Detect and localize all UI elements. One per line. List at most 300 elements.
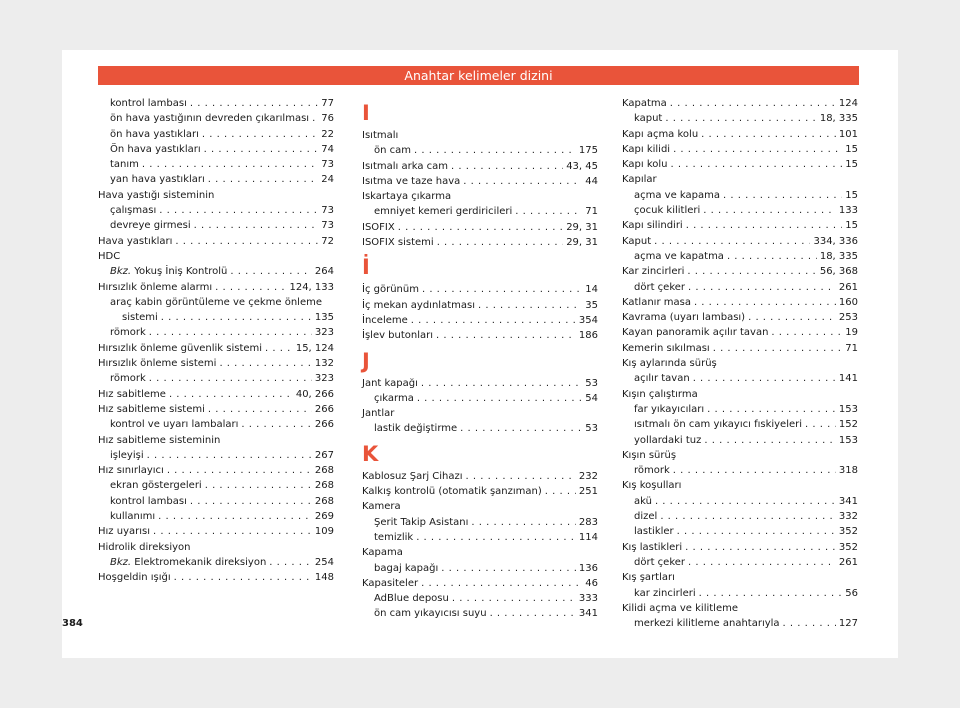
- index-entry-page[interactable]: 341: [578, 608, 598, 620]
- index-entry-page[interactable]: 132: [314, 358, 334, 370]
- index-entry-page[interactable]: 71: [845, 342, 858, 354]
- dot-leader: [515, 204, 582, 219]
- dot-leader: [174, 570, 312, 585]
- index-entry-page[interactable]: 261: [838, 556, 858, 568]
- index-entry-text: tanım: [110, 159, 139, 171]
- index-entry-text: Kayan panoramik açılır tavan: [622, 327, 769, 339]
- index-entry-page[interactable]: 254: [314, 556, 334, 568]
- dot-leader: [436, 328, 576, 343]
- index-entry-term: [98, 356, 216, 371]
- index-group-heading: Kış şartları: [622, 572, 675, 584]
- index-entry-term: [110, 448, 144, 463]
- index-entry-page[interactable]: 232: [578, 470, 598, 482]
- index-entry-term: [374, 143, 411, 158]
- index-entry-page[interactable]: 76: [321, 113, 334, 125]
- dot-leader: [701, 127, 836, 142]
- index-entry-term: [110, 157, 139, 172]
- index-entry: [622, 341, 858, 356]
- index-entry-page[interactable]: 253: [838, 312, 858, 324]
- index-entry-term: [98, 280, 212, 295]
- index-entry-text: ön hava yastıkları: [110, 128, 199, 140]
- index-entry: [622, 417, 858, 432]
- index-entry: [362, 220, 598, 235]
- index-entry-term: [622, 234, 651, 249]
- index-entry-term: [374, 515, 468, 530]
- index-entry-page[interactable]: 352: [838, 541, 858, 553]
- dot-leader: [463, 174, 582, 189]
- index-group-heading: Hava yastığı sisteminin: [98, 189, 215, 201]
- index-entry-page[interactable]: 333: [578, 593, 598, 605]
- index-entry-text: römork: [110, 327, 146, 339]
- index-entry-page[interactable]: 77: [321, 98, 334, 109]
- index-group-heading: araç kabin görüntüleme ve çekme önleme: [110, 296, 322, 308]
- index-entry: [622, 96, 858, 111]
- index-entry-page[interactable]: 141: [838, 373, 858, 385]
- index-entry: [98, 341, 334, 356]
- dot-leader: [685, 540, 836, 555]
- dot-leader: [158, 509, 312, 524]
- index-entry: [622, 188, 858, 203]
- index-entry-text: merkezi kilitleme anahtarıyla: [634, 618, 780, 630]
- index-entry-term: [98, 341, 262, 356]
- index-entry-page[interactable]: 44: [585, 175, 598, 187]
- index-entry-page[interactable]: 264: [314, 266, 334, 278]
- index-group-heading: Kış aylarında sürüş: [622, 358, 717, 370]
- index-entry-term: [362, 298, 475, 313]
- index-entry-text: dört çeker: [634, 281, 686, 293]
- index-entry-page[interactable]: 101: [838, 128, 858, 140]
- index-entry: [98, 448, 334, 463]
- dot-leader: [202, 127, 318, 142]
- index-entry-page[interactable]: 109: [314, 526, 334, 538]
- dot-leader: [686, 218, 843, 233]
- index-group-heading: HDC: [98, 250, 121, 262]
- index-entry: [98, 203, 334, 218]
- index-entry: [98, 417, 334, 432]
- index-entry-text: İşlev butonları: [362, 330, 434, 342]
- index-entry-text: akü: [634, 495, 652, 507]
- index-entry-term: [622, 310, 745, 325]
- dot-leader: [219, 356, 311, 371]
- index-entry-page[interactable]: 22: [321, 128, 334, 140]
- index-entry-term: [110, 172, 205, 187]
- index-entry-text: işleyişi: [110, 449, 144, 461]
- index-entry-term: [110, 142, 201, 157]
- index-entry-text: İç görünüm: [362, 284, 419, 296]
- index-entry-page[interactable]: 124, 133: [289, 281, 334, 293]
- index-entry: [622, 295, 858, 310]
- dot-leader: [312, 111, 318, 126]
- index-entry-text: Kapasiteler: [362, 577, 419, 589]
- index-entry-text: sistemi: [122, 312, 158, 324]
- index-group-heading: Kapama: [362, 547, 403, 559]
- index-entry-page[interactable]: 124: [838, 98, 858, 109]
- index-entry-text: lastik değiştirme: [374, 423, 458, 435]
- dot-leader: [704, 433, 836, 448]
- index-entry-text: Kemerin sıkılması: [622, 342, 710, 354]
- index-entry-text: Kalkış kontrolü (otomatik şanzıman): [362, 486, 542, 498]
- dot-leader: [149, 371, 312, 386]
- index-entry-term: [98, 463, 164, 478]
- index-entry-page[interactable]: 73: [321, 159, 334, 171]
- index-entry-text: far yıkayıcıları: [634, 403, 705, 415]
- index-entry-page[interactable]: 18, 335: [819, 113, 858, 125]
- index-entry: [622, 509, 858, 524]
- index-entry: [362, 204, 598, 219]
- dot-leader: [208, 172, 318, 187]
- index-entry: [98, 555, 334, 570]
- index-entry-page[interactable]: 152: [838, 419, 858, 431]
- index-entry-page[interactable]: 29, 31: [566, 237, 598, 249]
- index-entry-page[interactable]: 15: [845, 189, 858, 201]
- dot-leader: [441, 561, 576, 576]
- index-entry: [98, 234, 334, 249]
- index-entry-text: İnceleme: [362, 314, 408, 326]
- index-entry: [622, 249, 858, 264]
- index-entry: [622, 463, 858, 478]
- index-entry-page[interactable]: 56: [845, 587, 858, 599]
- index-entry: [622, 433, 858, 448]
- index-entry-term: [622, 540, 682, 555]
- index-entry-text: Kapı kilidi: [622, 143, 671, 155]
- index-entry: [98, 494, 334, 509]
- index-entry-term: [110, 325, 146, 340]
- index-entry-term: [362, 376, 418, 391]
- index-entry: [98, 463, 334, 478]
- index-entry: [622, 127, 858, 142]
- index-entry: [362, 484, 598, 499]
- index-entry-page[interactable]: 268: [314, 495, 334, 507]
- see-reference-label: Bkz.: [110, 556, 132, 568]
- index-entry-text: Ön hava yastıkları: [110, 143, 201, 155]
- index-entry-text: Kış lastikleri: [622, 541, 683, 553]
- index-entry-text: ısıtmalı ön cam yıkayıcı fıskiyeleri: [634, 419, 803, 431]
- index-entry-page[interactable]: 268: [314, 465, 334, 477]
- index-entry: [98, 371, 334, 386]
- dot-leader: [194, 218, 319, 233]
- dot-leader: [688, 280, 836, 295]
- index-entry: [98, 524, 334, 539]
- dot-leader: [707, 402, 836, 417]
- index-entry-term: [622, 341, 710, 356]
- dot-leader: [414, 143, 576, 158]
- dot-leader: [687, 264, 816, 279]
- index-entry-text: açma ve kapatma: [634, 250, 724, 262]
- index-entry-page[interactable]: 29, 31: [566, 221, 598, 233]
- index-entry-page[interactable]: 54: [585, 392, 598, 404]
- index-entry-term: [622, 127, 698, 142]
- index-entry-term: [110, 111, 309, 126]
- index-group-heading: Kapılar: [622, 174, 657, 186]
- index-entry-term: [622, 295, 691, 310]
- dot-leader: [460, 421, 582, 436]
- index-entry-page[interactable]: 114: [578, 531, 598, 543]
- index-group-heading: Hidrolik direksiyon: [98, 541, 191, 553]
- index-entry: [622, 524, 858, 539]
- index-entry-page[interactable]: 153: [838, 403, 858, 415]
- index-entry-text: Katlanır masa: [622, 296, 691, 308]
- index-entry-term: [110, 478, 202, 493]
- index-letter-heading: K: [362, 441, 379, 466]
- index-entry-page[interactable]: 251: [578, 486, 598, 498]
- dot-leader: [153, 524, 312, 539]
- index-entry-page[interactable]: 323: [314, 327, 334, 339]
- dot-leader: [673, 142, 842, 157]
- index-entry-text: çıkarma: [374, 392, 414, 404]
- index-entry-text: İç mekan aydınlatması: [362, 299, 475, 311]
- dot-leader: [471, 515, 576, 530]
- index-entry-text: Yokuş İniş Kontrolü: [131, 266, 228, 278]
- index-entry-page[interactable]: 153: [838, 434, 858, 446]
- index-entry-term: [634, 586, 696, 601]
- dot-leader: [699, 586, 843, 601]
- index-entry-page[interactable]: 18, 335: [819, 250, 858, 262]
- index-entry-term: [634, 463, 670, 478]
- index-entry: [362, 174, 598, 189]
- dot-leader: [478, 298, 582, 313]
- index-entry-term: [634, 509, 657, 524]
- index-entry-page[interactable]: 186: [578, 330, 598, 342]
- index-entry-page[interactable]: 283: [578, 516, 598, 528]
- index-entry: [98, 478, 334, 493]
- index-entry-page[interactable]: 160: [838, 296, 858, 308]
- index-entry-term: [110, 494, 187, 509]
- dot-leader: [677, 524, 836, 539]
- index-entry: [622, 586, 858, 601]
- index-entry-text: Kavrama (uyarı lambası): [622, 312, 746, 324]
- index-entry: [98, 509, 334, 524]
- index-entry-text: çalışması: [110, 205, 157, 217]
- index-entry-text: Şerit Takip Asistanı: [374, 516, 469, 528]
- dot-leader: [241, 417, 312, 432]
- index-entry-term: [374, 391, 414, 406]
- index-entry: [98, 325, 334, 340]
- index-group-heading: Kış koşulları: [622, 480, 682, 492]
- index-entry-page[interactable]: 53: [585, 377, 598, 389]
- index-entry-text: Hız sabitleme: [98, 388, 166, 400]
- index-entry: [98, 96, 334, 111]
- index-entry: [362, 376, 598, 391]
- index-entry-term: [110, 218, 191, 233]
- index-entry: [98, 264, 334, 279]
- dot-leader: [269, 555, 312, 570]
- index-entry: [622, 371, 858, 386]
- index-entry-page[interactable]: 318: [838, 465, 858, 477]
- index-entry-page[interactable]: 73: [321, 205, 334, 217]
- dot-leader: [417, 391, 582, 406]
- index-entry-page[interactable]: 148: [314, 572, 334, 584]
- index-entry-page[interactable]: 15: [845, 159, 858, 171]
- index-entry: [362, 143, 598, 158]
- index-column-3: [622, 96, 858, 631]
- index-entry-text: yollardaki tuz: [634, 434, 702, 446]
- index-entry-term: [634, 188, 720, 203]
- index-entry: [362, 328, 598, 343]
- index-column-2: [362, 96, 598, 622]
- index-entry-page[interactable]: 133: [838, 205, 858, 217]
- index-entry: [98, 356, 334, 371]
- index-entry: [362, 606, 598, 621]
- index-entry-term: [362, 313, 408, 328]
- index-entry-term: [98, 524, 150, 539]
- dot-leader: [452, 591, 576, 606]
- index-entry: [362, 391, 598, 406]
- index-column-1: [98, 96, 334, 586]
- index-entry-page[interactable]: 127: [838, 618, 858, 630]
- index-entry-page[interactable]: 136: [578, 562, 598, 574]
- index-entry-term: [634, 494, 652, 509]
- index-entry: [362, 159, 598, 174]
- dot-leader: [703, 203, 836, 218]
- index-entry-term: [110, 509, 155, 524]
- index-group-heading: Kamera: [362, 501, 401, 513]
- index-entry-term: [634, 524, 674, 539]
- index-group-heading: Kışın sürüş: [622, 449, 677, 461]
- index-entry: [622, 494, 858, 509]
- index-entry-page[interactable]: 40, 266: [295, 388, 334, 400]
- index-entry-term: [362, 220, 395, 235]
- dot-leader: [215, 280, 286, 295]
- dot-leader: [748, 310, 836, 325]
- index-entry-text: Kaput: [622, 235, 652, 247]
- index-entry: [622, 218, 858, 233]
- index-group-heading: Kilidi açma ve kilitleme: [622, 602, 738, 614]
- index-entry-page[interactable]: 56, 368: [819, 266, 858, 278]
- dot-leader: [175, 234, 318, 249]
- index-entry-term: [98, 570, 171, 585]
- index-entry-page[interactable]: 334, 336: [813, 235, 858, 247]
- index-entry-page[interactable]: 135: [314, 312, 334, 324]
- index-entry: [622, 540, 858, 555]
- dot-leader: [771, 325, 842, 340]
- index-entry-text: ISOFIX: [362, 221, 395, 233]
- index-entry-page[interactable]: 332: [838, 511, 858, 523]
- index-entry-term: [634, 249, 724, 264]
- index-entry-page[interactable]: 266: [314, 419, 334, 431]
- index-group-heading: Hız sabitleme sisteminin: [98, 434, 221, 446]
- index-entry: [622, 142, 858, 157]
- index-entry: [98, 387, 334, 402]
- index-entry-term: [374, 530, 413, 545]
- index-entry-page[interactable]: 15: [845, 143, 858, 155]
- index-entry: [362, 591, 598, 606]
- index-entry-text: römork: [634, 465, 670, 477]
- index-entry-page[interactable]: 14: [585, 284, 598, 296]
- index-entry-page[interactable]: 261: [838, 281, 858, 293]
- index-entry-text: bagaj kapağı: [374, 562, 439, 574]
- index-entry-page[interactable]: 352: [838, 526, 858, 538]
- index-entry-text: Kapı açma kolu: [622, 128, 699, 140]
- dot-leader: [660, 509, 836, 524]
- index-entry-page[interactable]: 53: [585, 423, 598, 435]
- index-entry-term: [622, 218, 683, 233]
- index-entry-text: ön cam: [374, 145, 412, 157]
- index-group-heading: Jantlar: [362, 408, 395, 420]
- index-entry-page[interactable]: 267: [314, 449, 334, 461]
- dot-leader: [670, 157, 842, 172]
- index-entry: [98, 570, 334, 585]
- index-entry-term: [374, 421, 457, 436]
- index-entry-page[interactable]: 74: [321, 143, 334, 155]
- index-entry-page[interactable]: 46: [585, 577, 598, 589]
- index-entry-page[interactable]: 35: [585, 299, 598, 311]
- index-entry-text: kar zincirleri: [634, 587, 696, 599]
- index-entry-page[interactable]: 323: [314, 373, 334, 385]
- dot-leader: [670, 96, 836, 111]
- index-entry-term: [634, 555, 685, 570]
- index-entry: [622, 203, 858, 218]
- index-entry-page[interactable]: 268: [314, 480, 334, 492]
- index-entry: [362, 421, 598, 436]
- index-entry-text: Hoşgeldin ışığı: [98, 572, 171, 584]
- index-entry-term: [110, 264, 227, 279]
- index-entry-term: [98, 234, 172, 249]
- index-entry-term: [362, 282, 419, 297]
- dot-leader: [723, 188, 842, 203]
- dot-leader: [727, 249, 817, 264]
- index-entry-text: kontrol lambası: [110, 495, 187, 507]
- dot-leader: [159, 203, 318, 218]
- index-entry-page[interactable]: 175: [578, 145, 598, 157]
- dot-leader: [783, 616, 836, 631]
- index-entry-page[interactable]: 341: [838, 495, 858, 507]
- index-entry-term: [634, 433, 701, 448]
- index-entry-text: Kapatma: [622, 98, 667, 109]
- index-entry-text: Kablosuz Şarj Cihazı: [362, 470, 463, 482]
- index-entry-text: emniyet kemeri gerdiricileri: [374, 206, 513, 218]
- index-entry-page[interactable]: 15: [845, 220, 858, 232]
- index-entry-page[interactable]: 266: [314, 403, 334, 415]
- index-entry-term: [634, 371, 690, 386]
- index-entry: [98, 402, 334, 417]
- index-letter-heading: I: [362, 101, 370, 125]
- dot-leader: [205, 478, 312, 493]
- index-entry: [362, 298, 598, 313]
- index-entry-text: lastikler: [634, 526, 674, 538]
- index-entry-page[interactable]: 15, 124: [295, 342, 334, 354]
- index-entry-page[interactable]: 72: [321, 235, 334, 247]
- index-entry: [98, 142, 334, 157]
- dot-leader: [713, 341, 843, 356]
- index-entry: [622, 111, 858, 126]
- index-entry: [98, 157, 334, 172]
- page-number: 384: [62, 618, 83, 629]
- index-entry: [362, 530, 598, 545]
- index-entry-page[interactable]: 24: [321, 174, 334, 186]
- index-entry-page[interactable]: 71: [585, 206, 598, 218]
- index-entry-text: Jant kapağı: [362, 377, 418, 389]
- index-entry: [362, 576, 598, 591]
- index-entry-term: [634, 402, 704, 417]
- index-entry-page[interactable]: 269: [314, 511, 334, 523]
- index-entry-term: [110, 417, 238, 432]
- index-entry: [622, 157, 858, 172]
- index-entry-text: Kar zincirleri: [622, 266, 685, 278]
- index-entry-term: [110, 96, 187, 111]
- index-entry-text: Hırsızlık önleme güvenlik sistemi: [98, 342, 263, 354]
- index-entry-page[interactable]: 19: [845, 327, 858, 339]
- index-entry-term: [98, 402, 205, 417]
- dot-leader: [805, 417, 836, 432]
- dot-leader: [655, 494, 836, 509]
- index-entry: [362, 469, 598, 484]
- index-entry-page[interactable]: 43, 45: [566, 160, 598, 172]
- index-entry-page[interactable]: 354: [578, 314, 598, 326]
- index-entry-page[interactable]: 73: [321, 220, 334, 232]
- index-letter-heading: J: [362, 348, 370, 373]
- index-entry-term: [622, 264, 684, 279]
- index-entry-term: [362, 235, 434, 250]
